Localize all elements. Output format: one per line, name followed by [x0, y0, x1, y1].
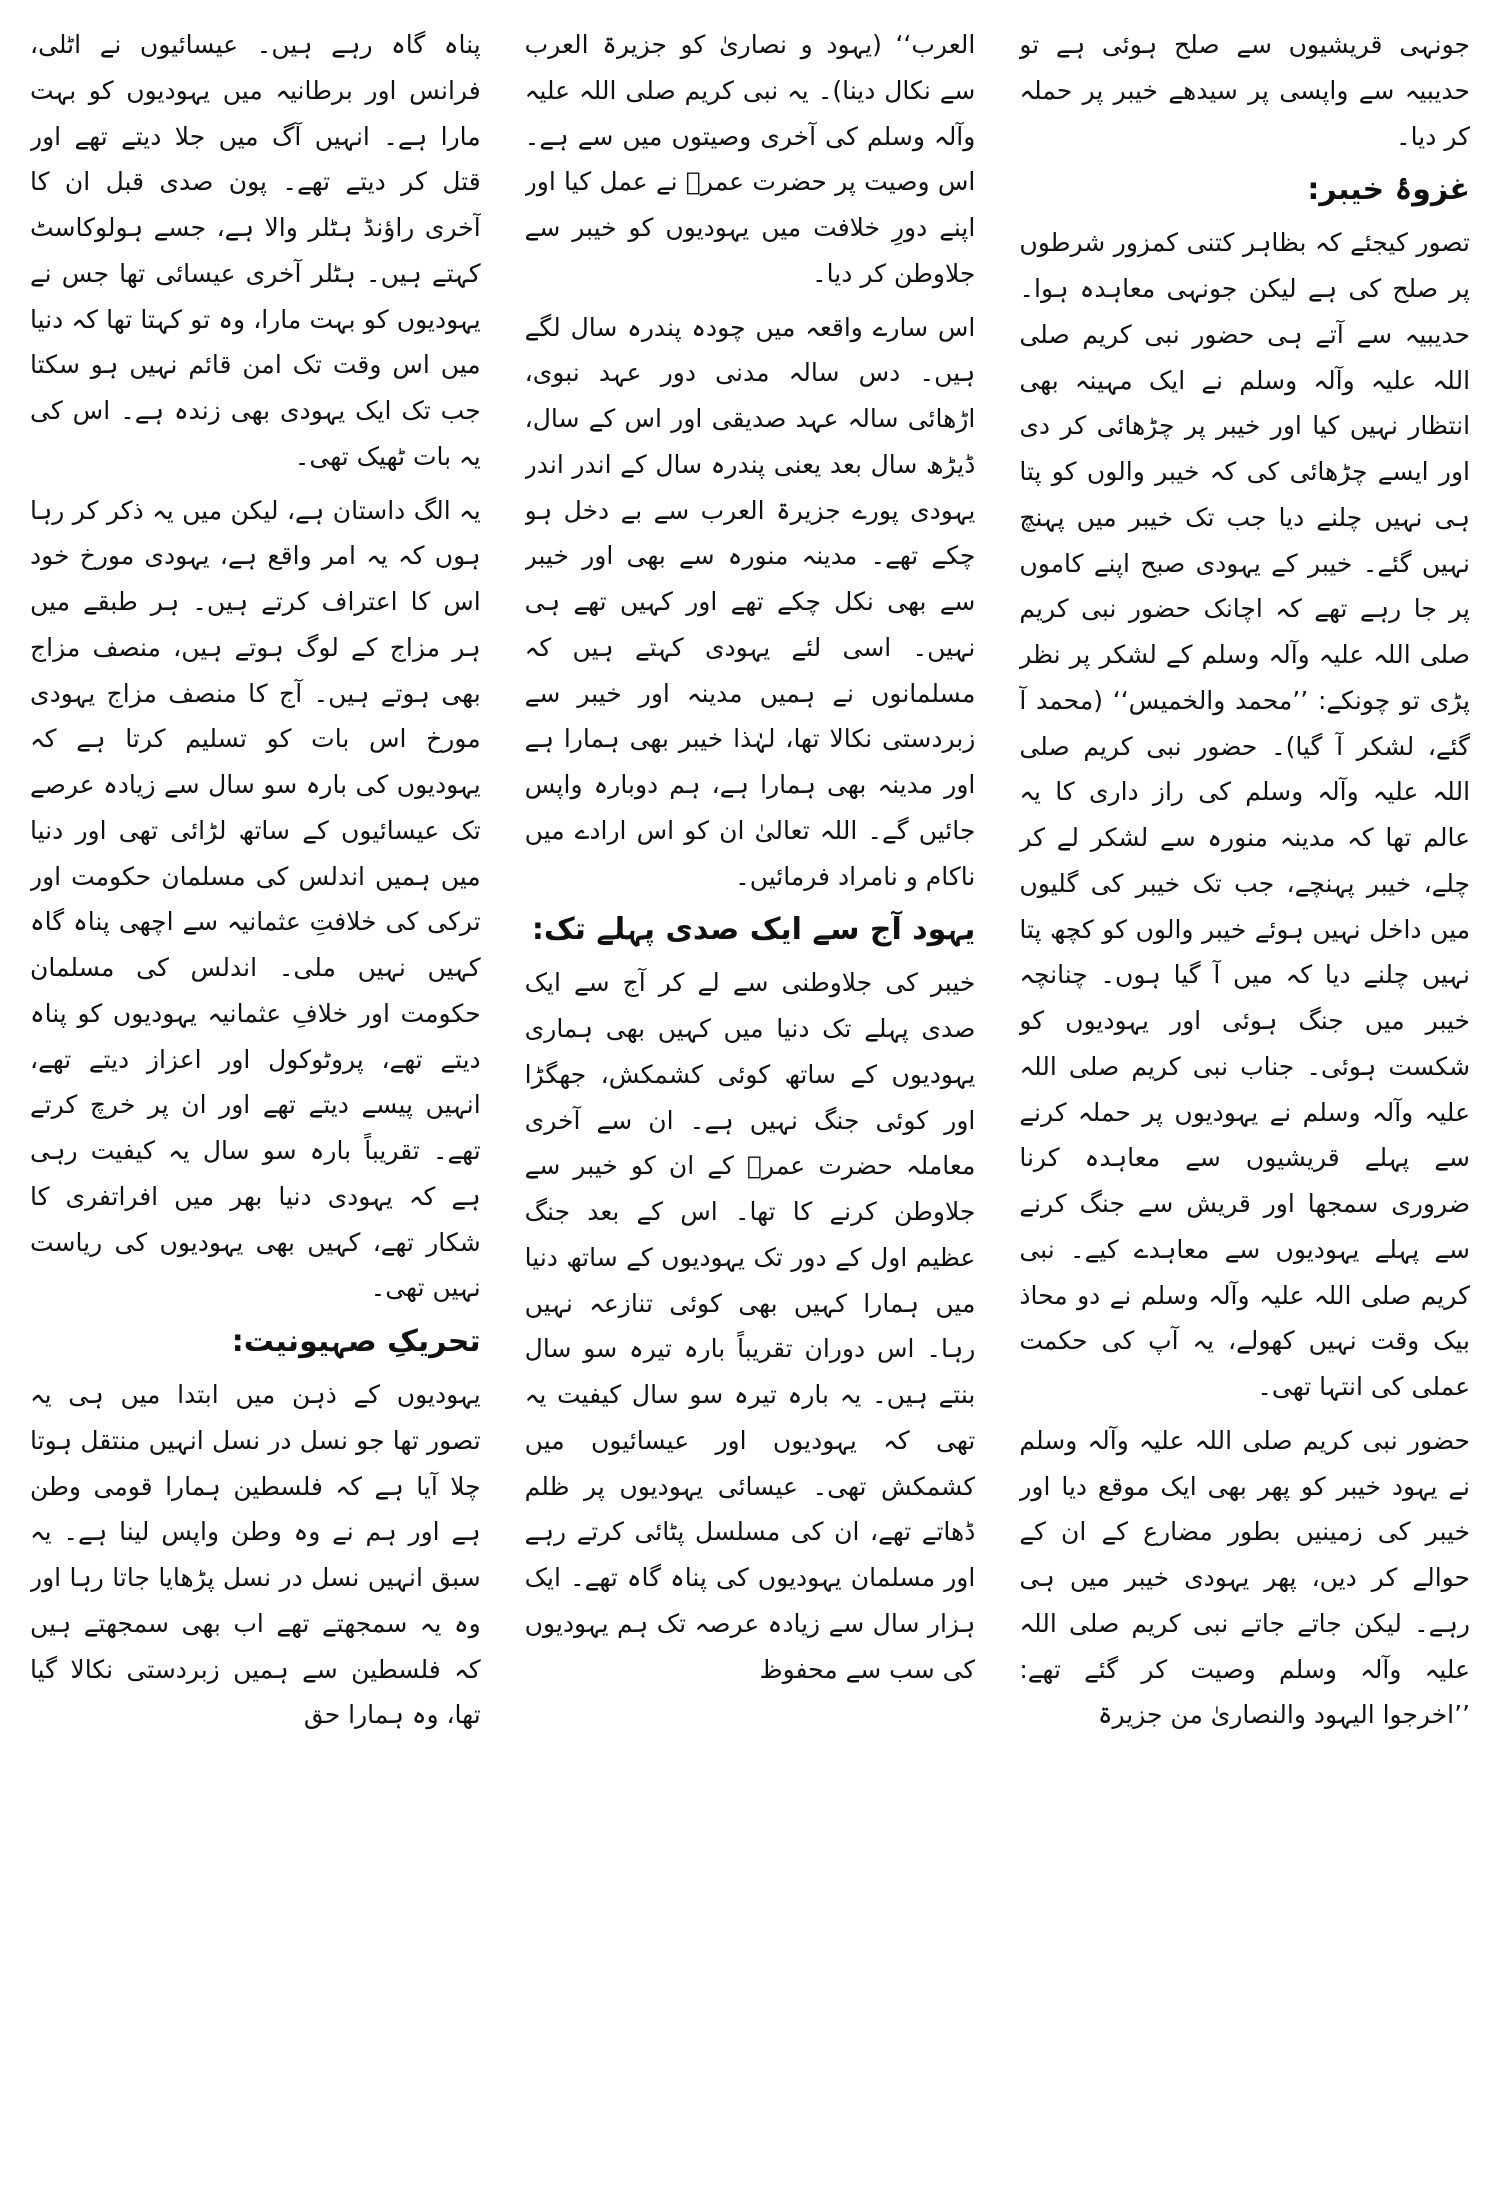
- paragraph: حضور نبی کریم صلی اللہ علیہ وآلہ وسلم نے یہود خیبر کو پھر بھی ایک موقع دیا اور خیبر کی زمینیں بطور مضارع کے ان کے حوالے کر دیں، پھر یہودی خیبر میں ہی رہے۔ لیکن جاتے جاتے نبی کریم صلی اللہ علیہ وآلہ وسلم وصیت کر گئے تھے: ’’اخرجوا الیہود والنصاریٰ من جزیرۃ: [1019, 1425, 1471, 1730]
- section-heading: تحریکِ صہیونیت:: [231, 1324, 481, 1359]
- paragraph: العرب‘‘ (یہود و نصاریٰ کو جزیرۃ العرب سے نکال دینا)۔ یہ نبی کریم صلی اللہ علیہ وآلہ وسلم کی آخری وصیتوں میں سے ہے۔ اس وصیت پر حضرت عمرؓ نے عمل کیا اور اپنے دورِ خلافت میں یہودیوں کو خیبر سے جلاوطن کر دیا۔: [524, 30, 976, 288]
- paragraph: پناہ گاہ رہے ہیں۔ عیسائیوں نے اٹلی، فرانس اور برطانیہ میں یہودیوں کو بہت مارا ہے۔ انہیں آگ میں جلا دیتے تھے اور قتل کر دیتے تھے۔ پون صدی قبل ان کا آخری راؤنڈ ہٹلر والا ہے، جسے ہولوکاسٹ کہتے ہیں۔ ہٹلر آخری عیسائی تھا جس نے یہودیوں کو بہت مارا، وہ تو کہتا تھا کہ دنیا میں اس وقت تک امن قائم نہیں ہو سکتا جب تک ایک یہودی بھی زندہ ہے۔ اس کی یہ بات ٹھیک تھی۔: [30, 30, 481, 471]
- text-column-right: [1019, 22, 1470, 2190]
- paragraph: یہودیوں کے ذہن میں ابتدا میں ہی یہ تصور تھا جو نسل در نسل انہیں منتقل ہوتا چلا آیا ہے کہ فلسطین ہمارا قومی وطن ہے اور ہم نے وہ وطن واپس لینا ہے۔ یہ سبق انہیں نسل در نسل پڑھایا جاتا رہا اور وہ یہ سمجھتے تھے اب بھی سمجھتے ہیں کہ فلسطین سے ہمیں زبردستی نکالا گیا تھا، وہ ہمارا حق: [30, 1380, 481, 1730]
- paragraph: تصور کیجئے کہ بظاہر کتنی کمزور شرطوں پر صلح کی ہے لیکن جونہی معاہدہ ہوا۔ حدیبیہ سے آتے ہی حضور نبی کریم صلی اللہ علیہ وآلہ وسلم نے ایک مہینہ بھی انتظار نہیں کیا اور خیبر پر چڑھائی کر دی اور ایسے چڑھائی کی کہ خیبر والوں کو پتا ہی نہیں چلنے دیا جب تک خیبر میں پہنچ نہیں گئے۔ خیبر کے یہودی صبح اپنے کاموں پر جا رہے تھے کہ اچانک حضور نبی کریم صلی اللہ علیہ وآلہ وسلم کے لشکر پر نظر پڑی تو چونکے: ’’محمد والخمیس‘‘ (محمد آ گئے، لشکر آ گیا)۔ حضور نبی کریم صلی اللہ علیہ وآلہ وسلم کی راز داری کا یہ عالم تھا کہ مدینہ منورہ سے لشکر لے کر چلے، خیبر پہنچے، جب تک خیبر کی گلیوں میں داخل نہیں ہوئے خیبر والوں کو کچھ پتا نہیں چلنے دیا کہ میں آ گیا ہوں۔ چنانچہ خیبر میں جنگ ہوئی اور یہودیوں کو شکست ہوئی۔ جناب نبی کریم صلی اللہ علیہ وآلہ وسلم نے یہودیوں پر حملہ کرنے سے پہلے قریشیوں سے معاہدہ کرنا ضروری سمجھا اور قریش سے جنگ کرنے سے پہلے یہودیوں سے معاہدے کیے۔ نبی کریم صلی اللہ علیہ وآلہ وسلم نے دو محاذ بیک وقت نہیں کھولے، یہ آپ کی حکمت عملی کی انتہا تھی۔: [1019, 228, 1471, 1401]
- paragraph: خیبر کی جلاوطنی سے لے کر آج سے ایک صدی پہلے تک دنیا میں کہیں بھی ہماری یہودیوں کے ساتھ کوئی کشمکش، جھگڑا اور کوئی جنگ نہیں ہے۔ ان سے آخری معاملہ حضرت عمرؓ کے ان کو خیبر سے جلاوطن کرنے کا تھا۔ اس کے بعد جنگ عظیم اول کے دور تک یہودیوں کے ساتھ دنیا میں ہمارا کہیں بھی کوئی تنازعہ نہیں رہا۔ اس دوران تقریباً بارہ تیرہ سو سال بنتے ہیں۔ یہ بارہ تیرہ سو سال کیفیت یہ تھی کہ یہودیوں اور عیسائیوں میں کشمکش تھی۔ عیسائی یہودیوں پر ظلم ڈھاتے تھے، ان کی مسلسل پٹائی کرتے رہے اور مسلمان یہودیوں کی پناہ گاہ تھے۔ ایک ہزار سال سے زیادہ عرصہ تک ہم یہودیوں کی سب سے محفوظ: [524, 968, 976, 1684]
- paragraph: اس سارے واقعہ میں چودہ پندرہ سال لگے ہیں۔ دس سالہ مدنی دور عہد نبوی، اڑھائی سالہ عہد صدیقی اور اس کے سال، ڈیڑھ سال بعد یعنی پندرہ سال کے اندر اندر یہودی پورے جزیرۃ العرب سے بے دخل ہو چکے تھے۔ مدینہ منورہ سے بھی اور خیبر سے بھی نکل چکے تھے اور کہیں تھے ہی نہیں۔ اسی لئے یہودی کہتے ہیں کہ مسلمانوں نے ہمیں مدینہ اور خیبر سے زبردستی نکالا تھا، لہٰذا خیبر بھی ہمارا ہے اور مدینہ بھی ہمارا ہے، ہم دوبارہ واپس جائیں گے۔ اللہ تعالیٰ ان کو اس ارادے میں ناکام و نامراد فرمائیں۔: [524, 312, 976, 891]
- paragraph: یہ الگ داستان ہے، لیکن میں یہ ذکر کر رہا ہوں کہ یہ امر واقع ہے، یہودی مورخ خود اس کا اعتراف کرتے ہیں۔ ہر طبقے میں ہر مزاج کے لوگ ہوتے ہیں، منصف مزاج بھی ہوتے ہیں۔ آج کا منصف مزاج یہودی مورخ اس بات کو تسلیم کرتا ہے کہ یہودیوں کی بارہ سو سال سے زیادہ عرصے تک عیسائیوں کے ساتھ لڑائی تھی اور دنیا میں ہمیں اندلس کی مسلمان حکومت اور ترکی کی خلافتِ عثمانیہ سے اچھی پناہ گاہ کہیں نہیں ملی۔ اندلس کی مسلمان حکومت اور خلافِ عثمانیہ یہودیوں کو پناہ دیتے تھے، پروٹوکول اور اعزاز دیتے تھے، انہیں پیسے دیتے تھے اور ان پر خرچ کرتے تھے۔ تقریباً بارہ سو سال یہ کیفیت رہی ہے کہ یہودی دنیا بھر میں افراتفری کا شکار تھے، کہیں بھی یہودیوں کی ریاست نہیں تھی۔: [30, 495, 481, 1303]
- section-heading: غزوۂ خیبر:: [1307, 172, 1471, 208]
- text-column-middle: [525, 22, 976, 2190]
- paragraph: جونہی قریشیوں سے صلح ہوئی ہے تو حدیبیہ سے واپسی پر سیدھے خیبر پر حملہ کر دیا۔: [1019, 30, 1471, 151]
- text-column-left: [30, 22, 481, 2190]
- section-heading: یہود آج سے ایک صدی پہلے تک:: [531, 912, 976, 948]
